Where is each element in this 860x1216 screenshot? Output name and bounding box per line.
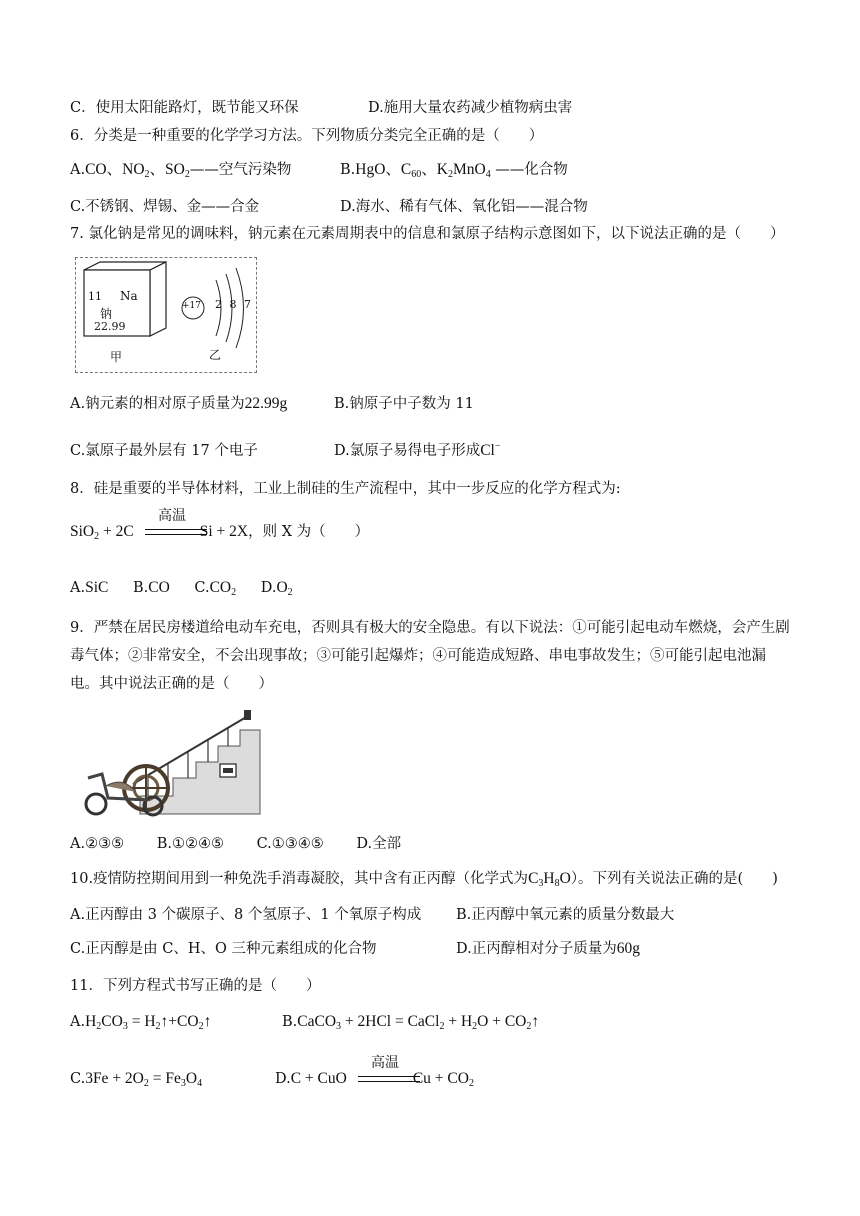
q7-option-b: B.钠原子中子数为 11	[334, 396, 474, 412]
q8-equation: SiO$_2$ + 2C Si + 2X，则 X 为（ ）	[70, 523, 370, 542]
q5-option-d: D.施用大量农药减少植物病虫害	[368, 100, 573, 116]
element-name: 钠	[100, 307, 113, 321]
q7-stem: 7. 氯化钠是常见的调味料，钠元素在元素周期表中的信息和氯原子结构示意图如下，以下说法正确的是（ ）	[70, 226, 785, 242]
q9-stem: 9．严禁在居民房楼道给电动车充电，否则具有极大的安全隐患。有以下说法：①可能引起电动车燃烧，会产生剧毒气体；②非常安全，不会出现事故；③可能引起爆炸；④可能造成短路、串电事故发生；⑤可能引起电池漏电。其中说法正确的是（ ）	[70, 620, 790, 692]
q6-stem: 6．分类是一种重要的化学学习方法。下列物质分类完全正确的是（ ）	[70, 128, 544, 144]
element-symbol: Na	[120, 289, 138, 303]
q8-stem: 8．硅是重要的半导体材料，工业上制硅的生产流程中，其中一步反应的化学方程式为:	[70, 481, 621, 497]
q6-option-b: B.HgO、$C_{60}$、$K_2MnO_4$ ——化合物	[340, 161, 568, 180]
q9-options: A.②③⑤ B.①②④⑤ C.①③④⑤ D.全部	[70, 836, 402, 852]
q9-illustration	[78, 706, 264, 822]
q10-stem: 10.疫情防控期间用到一种免洗手消毒凝胶，其中含有正丙醇（化学式为$C_3H_8O$）。下列有关说法正确的是( )	[70, 870, 778, 889]
q5-option-c: C．使用太阳能路灯，既节能又环保	[70, 100, 299, 116]
q11-option-c: $C.3Fe + 2O_2 = Fe_3O_4$	[70, 1070, 203, 1089]
q8-options: A.SiC B.CO $C.CO_2$ $D.O_2$	[70, 579, 293, 598]
q11-option-d: D.C + CuO $Cu + CO_2$	[275, 1070, 474, 1089]
q10-option-d: D.正丙醇相对分子质量为60g	[456, 940, 640, 957]
figure-label-yi: 乙	[209, 348, 222, 362]
q8-condition: 高温	[158, 508, 186, 524]
element-mass: 22.99	[94, 320, 126, 333]
nucleus-charge: +17	[182, 301, 201, 311]
q7-option-a: A.钠元素的相对原子质量为22.99g	[70, 395, 288, 412]
q11-option-a: $A.H_2CO_3$ = $H_2↑+CO_2↑$	[70, 1013, 212, 1032]
q10-option-a: A.正丙醇由 3 个碳原子、8 个氢原子、1 个氧原子构成	[70, 907, 422, 923]
ebike-charging-stairs-illustration	[78, 706, 264, 822]
q6-option-d: D.海水、稀有气体、氧化铝——混合物	[340, 199, 588, 215]
q11-stem: 11．下列方程式书写正确的是（ ）	[70, 978, 321, 994]
q11-d-condition: 高温	[371, 1055, 399, 1071]
figure-label-jia: 甲	[110, 350, 123, 364]
q7-option-d: D.氯原子易得电子形成Cl−	[334, 441, 501, 459]
q6-option-c: C.不锈钢、焊锡、金——合金	[70, 199, 260, 215]
q6-option-a: A.CO、$NO_2$、$SO_2——$空气污染物	[70, 161, 292, 180]
q11-option-b: B.CaCO$_3$ + 2HCl = CaCl$_2$ + $H_2O$ + $CO_2↑$	[282, 1013, 540, 1032]
q7-option-c: C.氯原子最外层有 17 个电子	[70, 443, 258, 459]
q10-option-b: B.正丙醇中氧元素的质量分数最大	[456, 907, 675, 923]
q10-option-c: C.正丙醇是由 C、H、O 三种元素组成的化合物	[70, 941, 377, 957]
q7-figure	[75, 257, 257, 373]
electron-shells: 2 8 7	[215, 298, 253, 311]
element-number: 11	[88, 290, 102, 303]
